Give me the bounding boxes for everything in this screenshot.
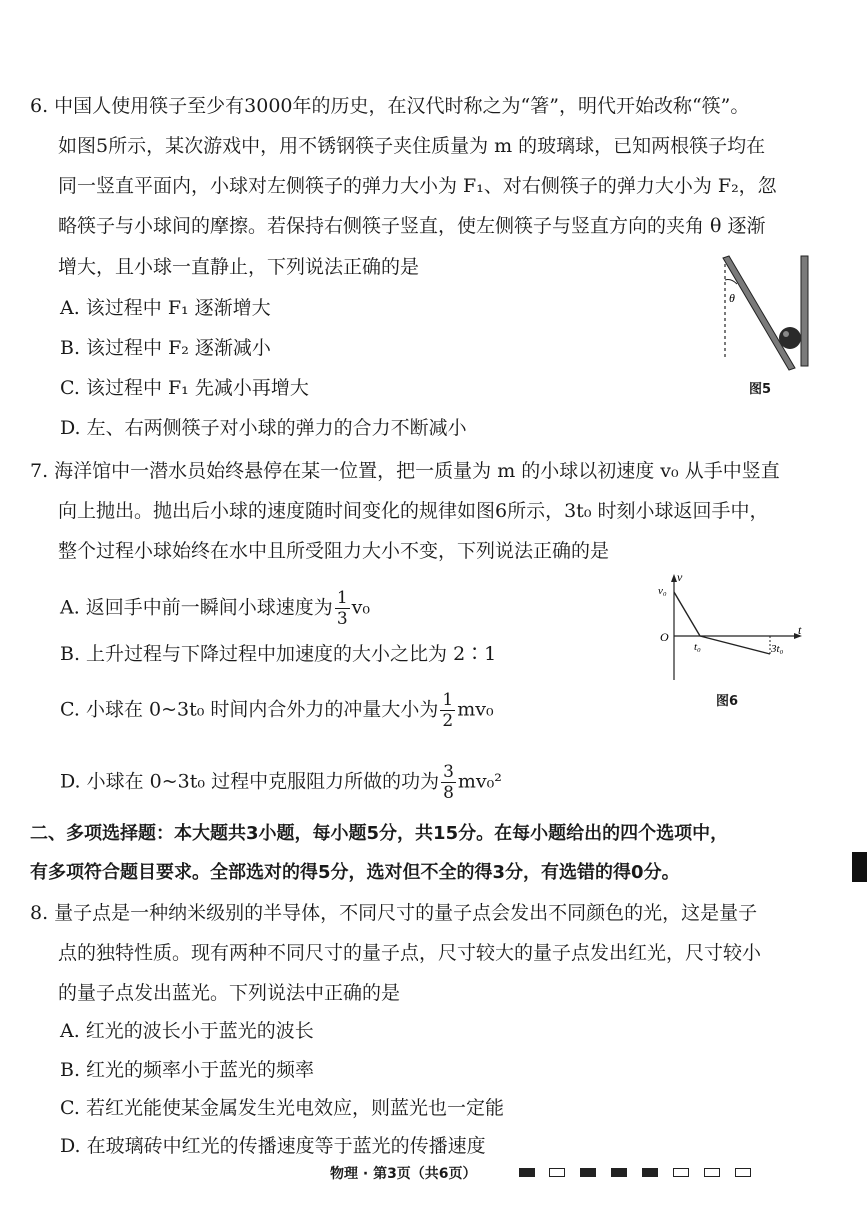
fraction [440, 690, 455, 731]
q7-option-c-unit: mv₀ [457, 698, 494, 721]
left-chopstick [723, 256, 795, 370]
q7-stem-line1: 7. 海洋馆中一潜水员始终悬停在某一位置，把一质量为 m 的小球以初速度 v₀ 从手中竖直 [30, 460, 780, 482]
section-2-heading-line1: 二、多项选择题：本大题共3小题，每小题5分，共15分。在每小题给出的四个选项中， [30, 823, 729, 844]
q7-option-c [60, 690, 494, 731]
q6-option-a: A. 该过程中 F₁ 逐渐增大 [60, 297, 271, 319]
angle-arc [725, 280, 737, 285]
q6-option-d: D. 左、右两侧筷子对小球的弹力的合力不断减小 [60, 417, 467, 439]
q8-option-c: C. 若红光能使某金属发生光电效应，则蓝光也一定能 [60, 1097, 504, 1119]
fraction-numerator: 1 [442, 690, 454, 710]
q7-option-c-text: C. 小球在 0~3t₀ 时间内合外力的冲量大小为 [60, 698, 439, 721]
q8-stem-line3: 的量子点发出蓝光。下列说法中正确的是 [58, 982, 401, 1004]
t-label: t [798, 623, 802, 637]
marker-square [580, 1168, 596, 1177]
q7-option-d-unit: mv₀² [457, 770, 502, 793]
page-edge-marker [852, 852, 867, 882]
fraction [441, 762, 456, 803]
q8-option-b: B. 红光的频率小于蓝光的频率 [60, 1059, 315, 1081]
marker-square [704, 1168, 720, 1177]
figure-6-caption: 图6 [716, 694, 739, 709]
fraction-numerator: 3 [443, 762, 454, 782]
rising-segment [674, 592, 700, 636]
page-footer: 物理 · 第3页（共6页） [330, 1166, 477, 1182]
fraction-denominator: 2 [442, 711, 454, 731]
q6-stem-line5: 增大，且小球一直静止，下列说法正确的是 [58, 256, 420, 278]
marker-square [611, 1168, 627, 1177]
q6-stem-line4: 略筷子与小球间的摩擦。若保持右侧筷子竖直，使左侧筷子与竖直方向的夹角 θ 逐渐 [58, 215, 766, 237]
fraction [335, 588, 350, 629]
3t0-label: 3t₀ [771, 643, 784, 655]
glass-ball-highlight [783, 331, 789, 337]
right-chopstick [801, 256, 808, 366]
glass-ball [779, 327, 801, 349]
marker-square [673, 1168, 689, 1177]
q8-stem-line2: 点的独特性质。现有两种不同尺寸的量子点，尺寸较大的量子点发出红光，尺寸较小 [58, 942, 762, 964]
t0-label: t₀ [694, 641, 701, 653]
figure-5-caption: 图5 [749, 382, 772, 397]
q6-option-b: B. 该过程中 F₂ 逐渐减小 [60, 337, 271, 359]
q6-stem-line1: 6. 中国人使用筷子至少有3000年的历史，在汉代时称之为“箸”，明代开始改称“筷”。 [30, 95, 750, 117]
q7-option-a [60, 588, 370, 629]
q6-option-c: C. 该过程中 F₁ 先减小再增大 [60, 377, 309, 399]
q7-option-a-unit: v₀ [351, 596, 370, 619]
q7-option-a-text: A. 返回手中前一瞬间小球速度为 [60, 596, 333, 619]
theta-label: θ [729, 291, 735, 305]
marker-square [519, 1168, 535, 1177]
q7-stem-line3: 整个过程小球始终在水中且所受阻力大小不变，下列说法正确的是 [58, 540, 610, 562]
marker-square [642, 1168, 658, 1177]
marker-square [549, 1168, 565, 1177]
falling-segment [700, 636, 770, 654]
fraction-numerator: 1 [336, 588, 348, 608]
section-2-heading-line2: 有多项符合题目要求。全部选对的得5分，选对但不全的得3分，有选错的得0分。 [30, 862, 680, 883]
v0-label: v₀ [658, 585, 667, 597]
figure-5-chopsticks [715, 250, 815, 375]
q8-option-a: A. 红光的波长小于蓝光的波长 [60, 1020, 314, 1042]
origin-label: O [660, 630, 669, 644]
q6-stem-line2: 如图5所示，某次游戏中，用不锈钢筷子夹住质量为 m 的玻璃球，已知两根筷子均在 [58, 135, 766, 157]
fraction-denominator: 3 [336, 609, 348, 629]
q7-option-d-text: D. 小球在 0~3t₀ 过程中克服阻力所做的功为 [60, 770, 440, 793]
marker-square [735, 1168, 751, 1177]
figure-6-vt-graph [652, 570, 807, 685]
fraction-denominator: 8 [443, 783, 454, 803]
q7-stem-line2: 向上抛出。抛出后小球的速度随时间变化的规律如图6所示，3t₀ 时刻小球返回手中， [58, 500, 769, 522]
v-label: v [677, 570, 683, 584]
q8-stem-line1: 8. 量子点是一种纳米级别的半导体，不同尺寸的量子点会发出不同颜色的光，这是量子 [30, 902, 758, 924]
q6-stem-line3: 同一竖直平面内，小球对左侧筷子的弹力大小为 F₁、对右侧筷子的弹力大小为 F₂，忽 [58, 175, 777, 197]
q7-option-b: B. 上升过程与下降过程中加速度的大小之比为 2∶1 [60, 643, 497, 665]
q8-option-d: D. 在玻璃砖中红光的传播速度等于蓝光的传播速度 [60, 1135, 486, 1157]
q7-option-d [60, 762, 502, 803]
